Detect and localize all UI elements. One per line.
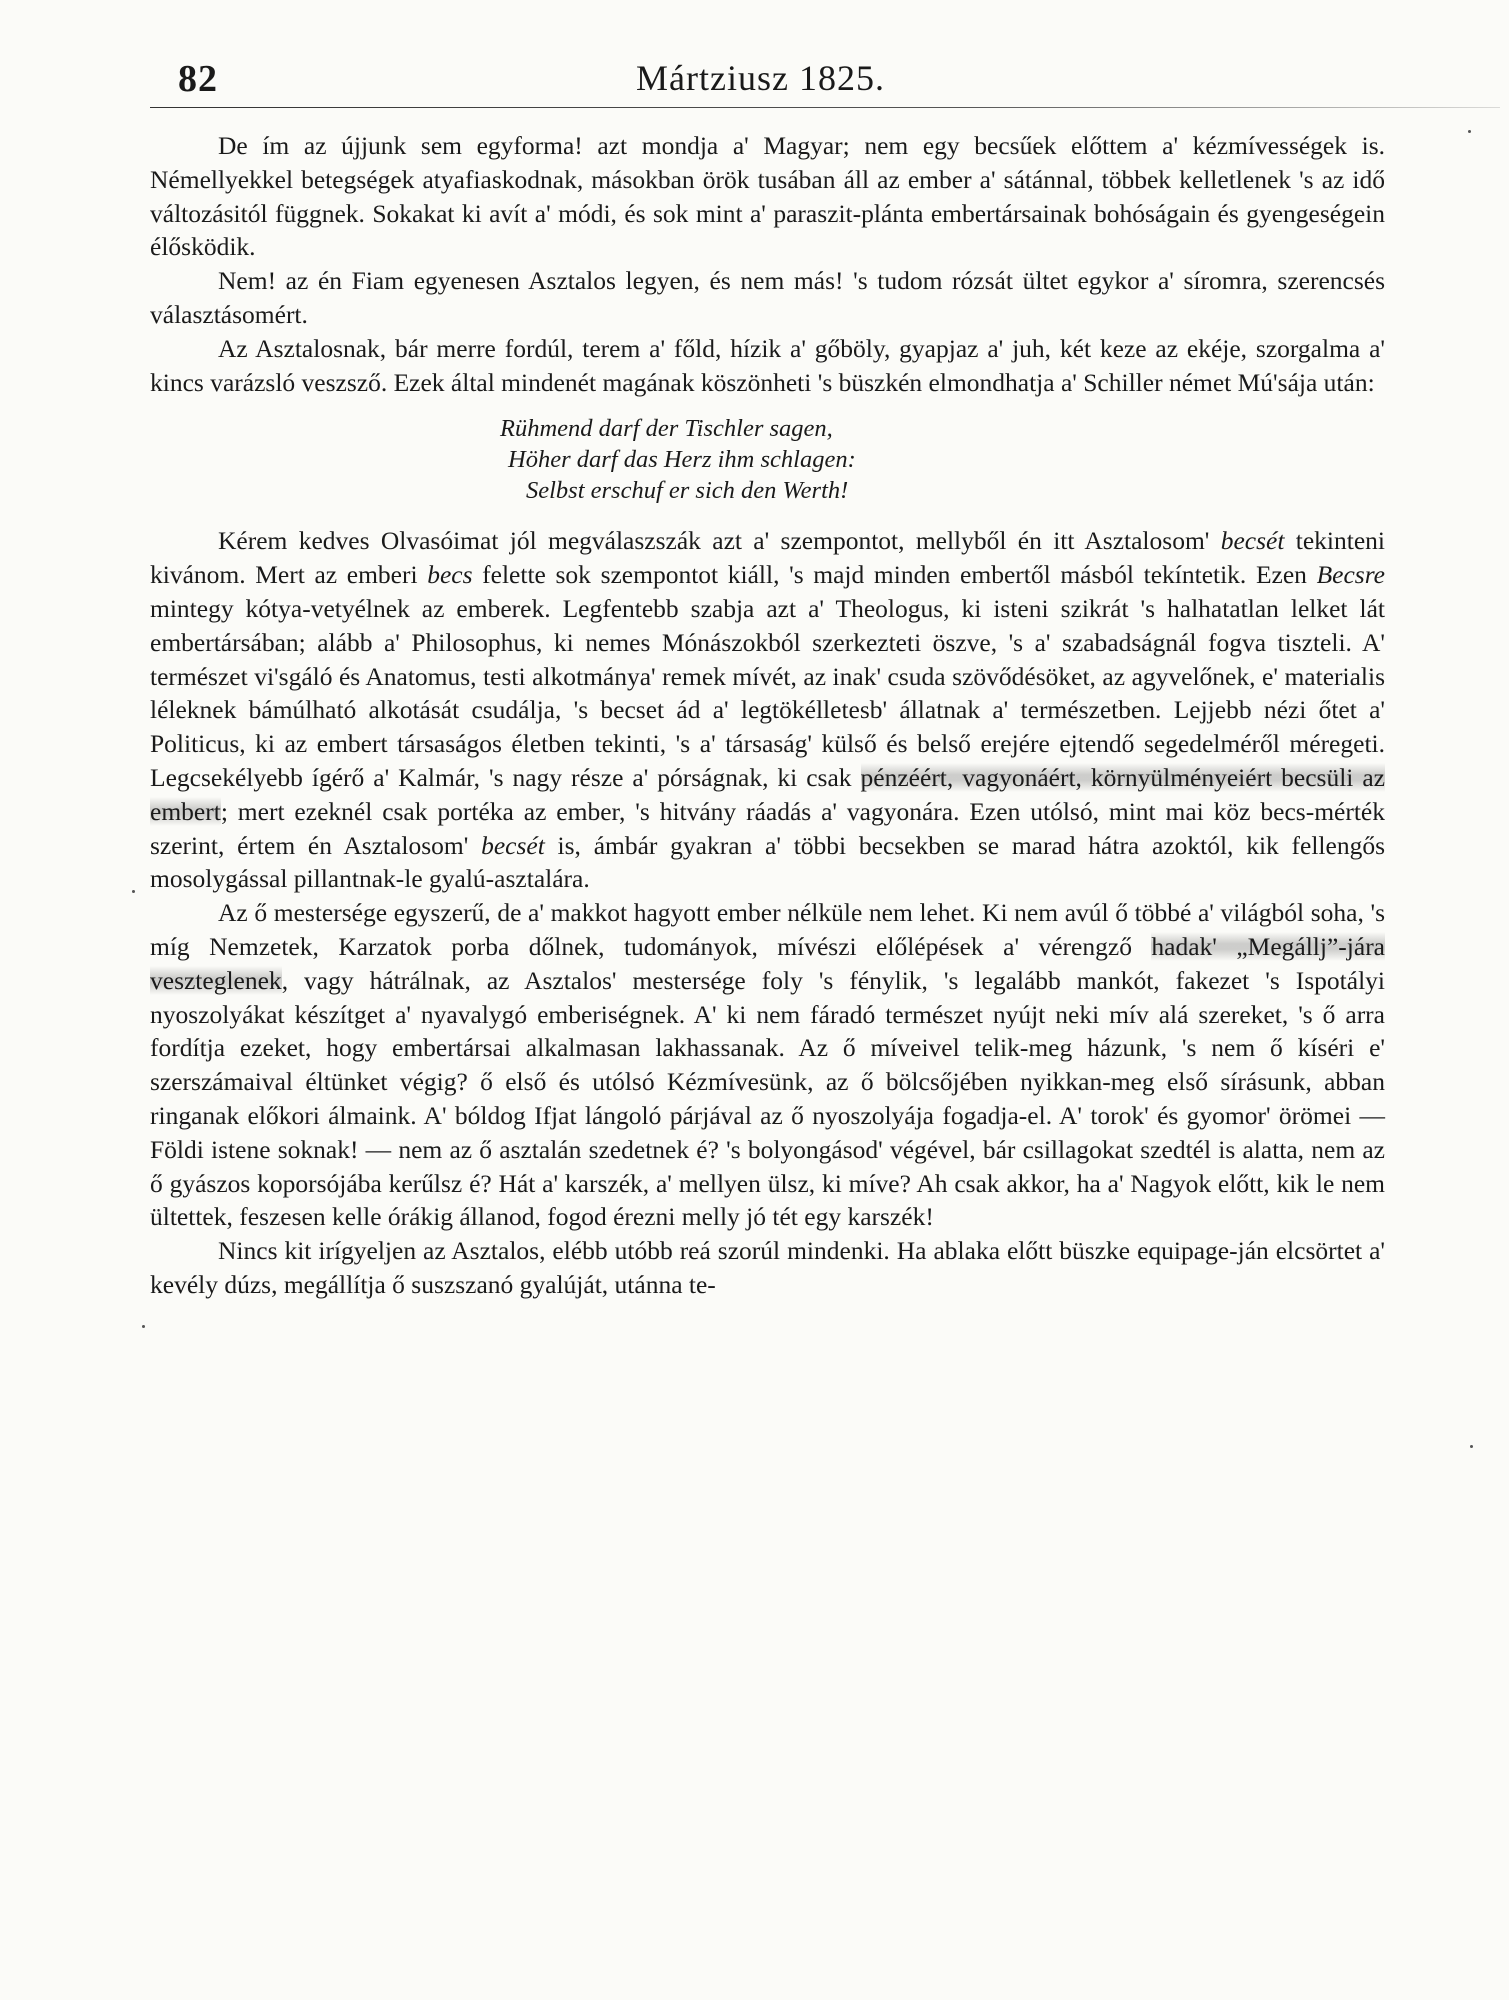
text-run: , vagy hátrálnak, az Asztalos' mestersége foly 's fénylik, 's legalább mankót, fakezet 's Ispotályi nyoszolyákat készítget a' nyavalygó emberiségnek. A' ki nem fáradó természet nyújt neki mív alá szereket, 's ő arra fordítja ezeket, hogy embertársai alkalmasan lakhassanak. Az ő míveivel telik-meg házunk, 's nem ő kíséri e' szerszámaival éltünket végig? ő első és utólsó Kézmívesünk, az ő bölcsőjében nyikkan-meg első sírásunk, abban ringanak előkori álmaink. A' bóldog Ifjat lángoló párjával az ő nyoszolyája fogadja-el. A' torok' és gyomor' örömei — Földi istene soknak! — nem az ő asztalán szedetnek é? 's bolyongásod' végével, bár csillagokat szedtél is alatta, nem az ő gyászos koporsójába kerűlsz é? Hát a' karszék, a' mellyen ülsz, ki míve? Ah csak akkor, ha a' Nagyok előtt, kik le nem ültettek, feszesen kelle órákig állanod, fogod érezni melly jó tét egy karszék! (150, 965, 1385, 1232)
verse-line: Rühmend darf der Tischler sagen, (500, 415, 833, 443)
ink-speck (1468, 130, 1471, 133)
paragraph: Az Asztalosnak, bár merre fordúl, terem a' főld, hízik a' gőböly, gyapjaz a' juh, két keze az ekéje, szorgalma a' kincs varázsló veszsző. Ezek által mindenét magának köszönheti 's büszkén elmondhatja a' Schiller német Mú'sája után: (150, 333, 1385, 397)
paragraph: De ím az újjunk sem egyforma! azt mondja a' Magyar; nem egy becsűek előttem a' kézmívességek is. Némellyekkel betegségek atyafiaskodnak, másokban örök tusában áll az ember a' sátánnal, többek kelletlenek 's az idő változásitól függnek. Sokakat ki avít a' módi, és sok mint a' paraszit-plánta embertársainak bohóságain és gyengeségein élősködik. (150, 131, 1385, 262)
emphasis: becs (427, 560, 473, 590)
text-run: ; mert ezeknél csak portéka az ember, 's hitvány ráadás a' vagyonára. Ezen utólsó, mint mai köz becs-mérték szerint, értem én Asztalosom' (150, 796, 1385, 860)
ink-speck (132, 890, 135, 893)
text-run: Az ő mestersége egyszerű, de a' makkot hagyott ember nélküle nem lehet. Ki nem avúl ő többé a' világból soha, 's míg Nemzetek, Karzatok porba dőlnek, tudományok, mívészi előlépések a' vérengző (150, 898, 1385, 961)
paragraph: Nincs kit irígyeljen az Asztalos, elébb utóbb reá szorúl mindenki. Ha ablaka előtt büszke equipage-ján elcsörtet a' kevély dúzs, megállítja ő suszszanó gyalúját, utánna te- (150, 1236, 1385, 1299)
emphasis: becsét (1220, 526, 1285, 556)
page-number: 82 (178, 58, 218, 100)
text-run: tekinteni kivánom. Mert az emberi (150, 526, 1385, 590)
verse-line: Höher darf das Herz ihm schlagen: (508, 446, 856, 474)
emphasis: becsét (481, 830, 545, 860)
smudged-text: pénzéért, vagyonáért, környülményeiért becsüli az embert (150, 762, 1385, 826)
text-run: mintegy kótya-vetyélnek az emberek. Legfentebb szabja azt a' Theologus, ki isteni szikrát 's halhatatlan lelket lát embertársában; alább a' Philosophus, ki nemes Mónászokból szerkezteti öszve, 's a' szabadságnál fogva tiszteli. A' természet vi'sgáló és Anatomus, testi alkotmánya' remek mívét, az inak' csuda szövődésöket, az agyvelőnek, e' materialis léleknek bámúlható alkotását csudálja, 's becset ád a' legtökélletesb' állatnak a' természetben. Lejjebb nézi őtet a' Politicus, ki az embert társaságos életben tekinti, 's a' társaság' külső és belső erejére ejtendő segedelméről méregeti. Legcsekélyebb ígérő a' Kalmár, 's nagy része a' pórságnak, ki csak (150, 593, 1385, 792)
book-page (150, 55, 1390, 1302)
text-run: is, ámbár gyakran a' többi becsekben se marad hátra azoktól, kik fellengős mosolygással pillantnak-le gyalú-asztalára. (150, 830, 1385, 894)
text-run: felette sok szempontot kiáll, 's majd minden embertől másból tekíntetik. Ezen (472, 560, 1317, 590)
ink-speck (1470, 1445, 1473, 1448)
ink-speck (142, 1325, 145, 1328)
verse-quote (150, 413, 1385, 506)
body-text (150, 129, 1385, 1302)
smudged-text: hadak' „Megállj”-jára veszteglenek (150, 931, 1385, 995)
running-title: Mártziusz 1825. (636, 58, 885, 98)
header-rule (150, 107, 1500, 108)
paragraph (150, 896, 1385, 1234)
paragraph (150, 524, 1385, 896)
emphasis: Becsre (1316, 560, 1385, 590)
verse-line: Selbst erschuf er sich den Werth! (526, 477, 849, 505)
page-header (150, 55, 1390, 103)
text-run: Kérem kedves Olvasóimat jól megválaszszák azt a' szempontot, mellyből én itt Asztalosom' (218, 526, 1221, 556)
paragraph: Nem! az én Fiam egyenesen Asztalos legyen, és nem más! 's tudom rózsát ültet egykor a' síromra, szerencsés választásomért. (150, 266, 1385, 329)
